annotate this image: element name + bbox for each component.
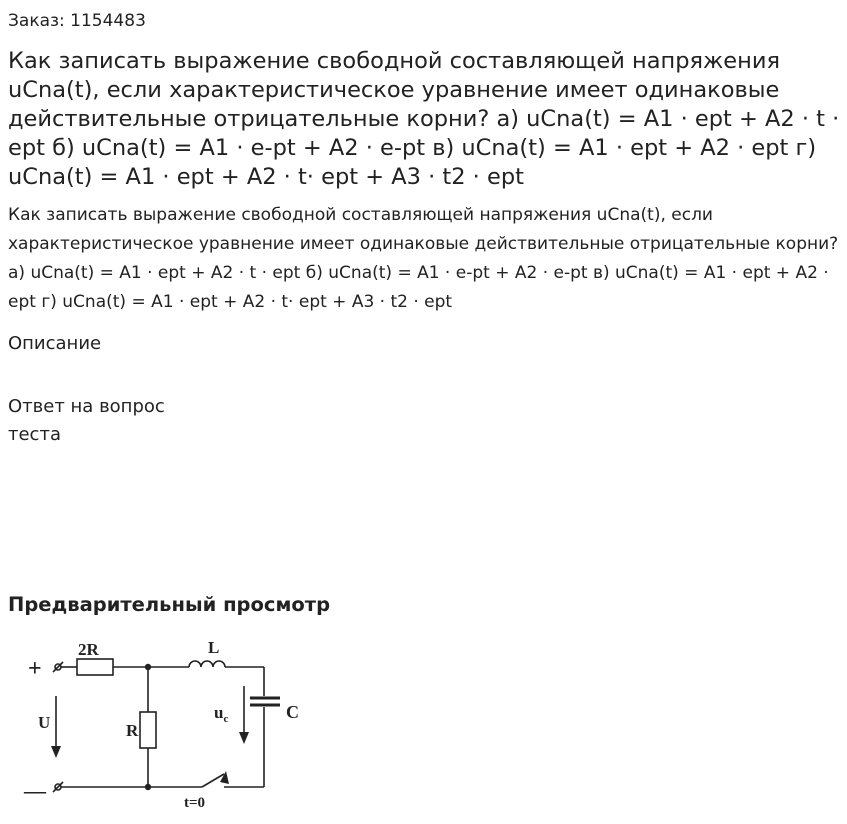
resistor-2r-label: 2R (78, 640, 99, 659)
description-heading: Описание (8, 333, 102, 354)
capacitor-voltage-sub: c (223, 713, 229, 725)
preview-heading: Предварительный просмотр (8, 593, 331, 616)
inductor-l (189, 661, 225, 667)
answer-text: Ответ на вопрос теста (8, 396, 165, 445)
resistor-r (140, 712, 156, 748)
source-voltage-label: U (38, 713, 51, 732)
node-top (145, 664, 151, 670)
question-text: Как записать выражение свободной составляющей напряжения uCna(t), если характеристическое уравнение имеет одинаковые действительные отрицательные корни? а) uCna(t) = A1 · ept + A2 · t · ept б) uCna(t) = A1 · e-pt + A2 · e-pt в) uCna(t) = A1 · ept + A2 · ept г) uCna(t) = A1 · ept + A2 · t· ept + A3 · t2 · ept (8, 205, 839, 312)
resistor-2r (77, 659, 113, 675)
capacitor-voltage-main: u (214, 703, 224, 722)
switch (202, 774, 224, 787)
capacitor-label: C (286, 702, 299, 722)
page-title: Как записать выражение свободной составляющей напряжения uCna(t), если характеристическое уравнение имеет одинаковые действительные отрицательные корни? а) uCna(t) = A1 · ept + A2 · t · ept б) uCna(t) = A1 · e-pt + A2 · e-pt в) uCna(t) = A1 · ept + A2 · ept г) uCna(t) = A1 · ept + A2 · t· ept + A3 · t2 · ept (8, 48, 840, 190)
plus-label: + (28, 656, 42, 682)
minus-label: — (24, 778, 46, 803)
node-bottom (145, 784, 151, 790)
inductor-label: L (208, 638, 220, 657)
switch-time-label: t=0 (184, 795, 206, 811)
resistor-r-label: R (126, 721, 139, 740)
order-number: Заказ: 1154483 (8, 11, 146, 31)
circuit-diagram (18, 634, 308, 814)
switch-arrow-head (220, 771, 229, 784)
circuit-preview-image (18, 634, 308, 814)
capacitor-arrow-head (239, 732, 249, 744)
source-arrow-head (51, 746, 61, 758)
capacitor-voltage-label (214, 703, 228, 725)
